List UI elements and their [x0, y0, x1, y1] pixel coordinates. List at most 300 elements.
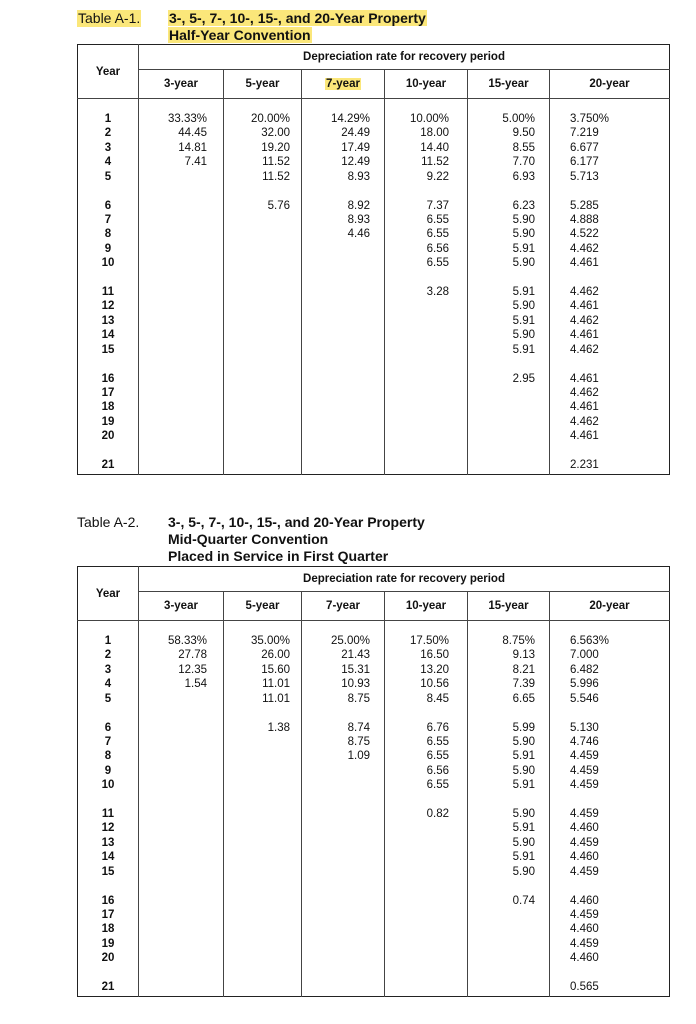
rate-value	[326, 343, 370, 357]
rate-value	[405, 937, 449, 951]
year-number: 7	[104, 213, 112, 226]
rate-value	[405, 850, 449, 864]
rate-value	[246, 386, 290, 400]
row-group-gap	[570, 184, 614, 199]
rate-value: 58.33%	[167, 635, 207, 647]
rate-value	[326, 314, 370, 328]
rate-value	[497, 415, 535, 429]
year-number: 3	[104, 663, 112, 676]
rate-value: 35.00%	[250, 635, 290, 647]
rate-value: 6.93	[512, 170, 535, 183]
rate-value: 5.76	[267, 199, 290, 212]
rate-value	[326, 937, 370, 951]
year-number: 20	[101, 430, 115, 443]
rate-value	[326, 850, 370, 864]
rate-value	[163, 458, 207, 472]
row-group-gap	[497, 271, 535, 286]
rate-value	[326, 778, 370, 792]
rate-value: 6.56	[426, 764, 449, 777]
rate-value: 6.65	[512, 692, 535, 705]
row-group-gap	[163, 793, 207, 808]
rate-value	[405, 821, 449, 835]
rate-value: 5.713	[570, 170, 599, 183]
year-number: 8	[104, 750, 112, 763]
rate-value	[326, 980, 370, 994]
rate-value	[405, 314, 449, 328]
rate-value	[163, 749, 207, 763]
row-group-gap	[570, 879, 614, 894]
rate-value: 24.49	[341, 127, 370, 140]
rate-value: 32.00	[261, 127, 290, 140]
row-group-gap	[163, 184, 207, 199]
row-group-gap	[570, 966, 614, 981]
column-header-10-year: 10-year	[385, 70, 468, 99]
rate-value	[326, 764, 370, 778]
rate-value: 5.130	[570, 721, 599, 734]
rate-value	[326, 429, 370, 443]
rate-value: 4.46	[347, 228, 370, 241]
year-number: 14	[101, 851, 115, 864]
rate-value	[163, 386, 207, 400]
row-group-gap	[497, 966, 535, 981]
column-header-10-year: 10-year	[385, 592, 468, 621]
year-number: 13	[101, 836, 115, 849]
rate-value: 6.55	[426, 213, 449, 226]
year-number: 10	[101, 257, 115, 270]
table-a1-title-line-1: 3-, 5-, 7-, 10-, 15-, and 20-Year Property	[169, 10, 426, 26]
rate-value	[497, 922, 535, 936]
row-group-gap	[79, 271, 137, 286]
column-header-20-year: 20-year	[550, 592, 670, 621]
row-group-gap	[79, 184, 137, 199]
rate-value: 11.01	[262, 678, 290, 691]
rate-value: 4.460	[570, 952, 599, 965]
rate-value	[246, 285, 290, 299]
rate-value: 4.461	[570, 401, 599, 414]
rate-value	[326, 386, 370, 400]
rate-value: 14.29%	[330, 113, 370, 125]
year-number: 3	[104, 141, 112, 154]
rate-value: 4.460	[570, 822, 599, 835]
values-7-year	[302, 621, 385, 997]
rate-value: 1.54	[184, 678, 207, 691]
year-column-header: Year	[78, 567, 139, 621]
rate-value	[326, 242, 370, 256]
rate-value: 5.90	[512, 213, 535, 226]
rate-value	[405, 429, 449, 443]
column-header-5-year: 5-year	[224, 70, 302, 99]
rate-value: 8.45	[426, 692, 449, 705]
rate-value	[497, 951, 535, 965]
rate-value	[163, 299, 207, 313]
rate-value	[163, 227, 207, 241]
row-group-gap	[163, 357, 207, 372]
row-group-gap	[405, 706, 449, 721]
rate-value	[326, 372, 370, 386]
year-number: 16	[101, 372, 115, 385]
rate-value	[405, 894, 449, 908]
year-number: 11	[101, 286, 115, 299]
rate-value	[405, 415, 449, 429]
rate-value	[326, 285, 370, 299]
rate-value: 2.95	[512, 372, 535, 385]
row-group-gap	[326, 793, 370, 808]
rate-value: 4.522	[570, 228, 599, 241]
rate-value: 4.462	[570, 415, 599, 428]
year-number: 4	[104, 678, 112, 691]
rate-value	[246, 821, 290, 835]
rate-value	[163, 328, 207, 342]
year-number: 11	[101, 808, 115, 821]
column-header-7-year: 7-year	[302, 592, 385, 621]
rate-value	[326, 908, 370, 922]
rate-value	[246, 213, 290, 227]
rate-value: 6.76	[426, 721, 449, 734]
rate-value	[246, 865, 290, 879]
row-group-gap	[246, 271, 290, 286]
row-group-gap	[497, 184, 535, 199]
rate-value: 4.461	[570, 257, 599, 270]
row-group-gap	[246, 444, 290, 459]
year-number: 5	[104, 692, 112, 705]
rate-value	[405, 458, 449, 472]
rate-value	[163, 850, 207, 864]
rate-value: 12.49	[341, 156, 370, 169]
values-3-year	[139, 621, 224, 997]
rate-value	[246, 836, 290, 850]
rate-value	[246, 458, 290, 472]
rate-value: 17.50%	[409, 635, 449, 647]
rate-value	[163, 836, 207, 850]
rate-value	[326, 836, 370, 850]
year-number: 9	[104, 764, 112, 777]
year-number: 6	[104, 199, 112, 212]
row-group-gap	[570, 357, 614, 372]
rate-value: 8.75	[347, 735, 370, 748]
rate-value	[246, 850, 290, 864]
rate-value	[163, 415, 207, 429]
row-group-gap	[163, 271, 207, 286]
row-group-gap	[326, 271, 370, 286]
year-number: 10	[101, 779, 115, 792]
rate-value: 6.55	[426, 779, 449, 792]
values-20-year	[550, 621, 670, 997]
rate-value	[497, 980, 535, 994]
row-group-gap	[405, 444, 449, 459]
rate-value	[246, 372, 290, 386]
rate-value	[246, 314, 290, 328]
row-group-gap	[497, 444, 535, 459]
rate-value: 13.20	[420, 663, 449, 676]
table-a1-number: Table A-1.	[78, 10, 141, 26]
rate-value: 4.462	[570, 387, 599, 400]
year-number: 2	[104, 127, 112, 140]
rate-value: 5.90	[512, 764, 535, 777]
column-header-15-year: 15-year	[468, 70, 550, 99]
rate-value	[326, 458, 370, 472]
rate-value: 5.546	[570, 692, 599, 705]
rate-value	[246, 951, 290, 965]
table-a2-number: Table A-2.	[77, 514, 140, 530]
rate-value: 17.49	[341, 141, 370, 154]
rate-value: 27.78	[178, 649, 207, 662]
table-a1-title-line-2: Half-Year Convention	[169, 27, 311, 43]
rate-value: 5.99	[512, 721, 535, 734]
row-group-gap	[79, 357, 137, 372]
row-group-gap	[570, 793, 614, 808]
rate-value: 9.50	[512, 127, 535, 140]
rate-value	[497, 458, 535, 472]
rate-value: 6.56	[426, 242, 449, 255]
rate-value: 18.00	[420, 127, 449, 140]
rate-value	[405, 386, 449, 400]
row-group-gap	[405, 357, 449, 372]
values-7-year	[302, 99, 385, 475]
rate-value: 5.91	[512, 314, 535, 327]
rate-value: 4.459	[570, 764, 599, 777]
year-number: 15	[101, 343, 115, 356]
rate-value: 5.90	[512, 735, 535, 748]
year-number: 21	[101, 981, 115, 994]
rate-value: 5.90	[512, 329, 535, 342]
year-number: 16	[101, 894, 115, 907]
rate-value: 11.52	[262, 156, 290, 169]
rate-value: 15.60	[261, 663, 290, 676]
rate-value: 10.00%	[409, 113, 449, 125]
rate-value	[246, 778, 290, 792]
rate-value: 7.70	[512, 156, 535, 169]
rate-value	[246, 980, 290, 994]
values-10-year	[385, 99, 468, 475]
rate-value	[163, 922, 207, 936]
rate-value: 6.482	[570, 663, 599, 676]
rate-value: 6.177	[570, 156, 599, 169]
rate-value	[246, 429, 290, 443]
column-header-7-year: 7-year	[302, 70, 385, 99]
year-number: 12	[101, 300, 115, 313]
row-group-gap	[163, 444, 207, 459]
year-number: 9	[104, 242, 112, 255]
rate-value: 4.460	[570, 923, 599, 936]
row-group-gap	[570, 706, 614, 721]
values-20-year	[550, 99, 670, 475]
rate-value: 4.460	[570, 894, 599, 907]
rate-value: 5.90	[512, 257, 535, 270]
row-group-gap	[246, 357, 290, 372]
year-column-header: Year	[78, 45, 139, 99]
row-group-gap	[79, 706, 137, 721]
rate-value	[163, 894, 207, 908]
rate-value: 4.462	[570, 286, 599, 299]
rate-value	[326, 865, 370, 879]
rate-value: 4.462	[570, 242, 599, 255]
rate-value: 4.459	[570, 937, 599, 950]
table-a2-title	[77, 514, 670, 566]
rate-value	[497, 386, 535, 400]
rate-value: 8.93	[347, 213, 370, 226]
row-group-gap	[246, 879, 290, 894]
rate-value	[246, 807, 290, 821]
rate-value	[326, 415, 370, 429]
rate-value: 4.459	[570, 808, 599, 821]
rate-value	[405, 372, 449, 386]
rate-value: 6.677	[570, 141, 599, 154]
year-number: 8	[104, 228, 112, 241]
rate-value	[497, 429, 535, 443]
rate-value: 5.91	[512, 242, 535, 255]
rate-value: 6.55	[426, 750, 449, 763]
rate-value: 1.09	[347, 750, 370, 763]
row-group-gap	[246, 793, 290, 808]
row-group-gap	[497, 357, 535, 372]
rate-value	[163, 285, 207, 299]
rate-value: 44.45	[178, 127, 207, 140]
rate-value	[163, 199, 207, 213]
rate-value: 4.459	[570, 909, 599, 922]
rate-value	[163, 314, 207, 328]
rate-value	[163, 343, 207, 357]
rate-value	[163, 170, 207, 184]
rate-value	[246, 343, 290, 357]
rate-value	[163, 735, 207, 749]
values-10-year	[385, 621, 468, 997]
rate-value: 6.23	[512, 199, 535, 212]
rate-value: 5.91	[512, 822, 535, 835]
rate-value	[246, 735, 290, 749]
rate-value	[405, 951, 449, 965]
row-group-gap	[326, 706, 370, 721]
row-group-gap	[326, 444, 370, 459]
rate-value: 8.74	[347, 721, 370, 734]
depreciation-table-a2	[77, 566, 670, 997]
rate-value: 4.461	[570, 329, 599, 342]
rate-value	[163, 821, 207, 835]
rate-value	[405, 865, 449, 879]
values-15-year	[468, 99, 550, 475]
rate-value: 33.33%	[167, 113, 207, 125]
year-number: 18	[101, 401, 115, 414]
year-number: 2	[104, 649, 112, 662]
rate-value: 5.91	[512, 343, 535, 356]
rate-value	[326, 299, 370, 313]
rate-value: 5.996	[570, 678, 599, 691]
rate-value: 19.20	[261, 141, 290, 154]
row-group-gap	[405, 879, 449, 894]
rate-value: 4.888	[570, 213, 599, 226]
rate-value	[405, 836, 449, 850]
rate-value: 16.50	[420, 649, 449, 662]
rate-value	[326, 951, 370, 965]
rate-value: 4.459	[570, 836, 599, 849]
year-cell	[78, 621, 139, 997]
year-number: 20	[101, 952, 115, 965]
values-5-year	[224, 621, 302, 997]
rate-value	[163, 764, 207, 778]
rate-value	[163, 213, 207, 227]
row-group-gap	[570, 271, 614, 286]
rate-value: 11.52	[262, 170, 290, 183]
rate-value	[163, 400, 207, 414]
table-a2-title-line-2: Mid-Quarter Convention	[168, 531, 329, 547]
rate-value	[246, 242, 290, 256]
rate-value	[497, 908, 535, 922]
row-group-gap	[497, 879, 535, 894]
rate-value	[246, 908, 290, 922]
rate-value	[246, 299, 290, 313]
rate-value	[163, 372, 207, 386]
year-number: 7	[104, 735, 112, 748]
rate-value: 4.459	[570, 750, 599, 763]
row-group-gap	[246, 706, 290, 721]
rate-value: 0.74	[512, 894, 535, 907]
year-number: 18	[101, 923, 115, 936]
rate-value	[246, 922, 290, 936]
rate-value: 8.55	[512, 141, 535, 154]
year-number: 19	[101, 937, 115, 950]
rate-value	[163, 908, 207, 922]
rate-value: 7.39	[512, 678, 535, 691]
year-number: 1	[104, 635, 112, 647]
row-group-gap	[497, 793, 535, 808]
rate-value	[405, 299, 449, 313]
rate-value: 4.462	[570, 314, 599, 327]
row-group-gap	[497, 706, 535, 721]
rate-value: 11.52	[421, 156, 449, 169]
rate-value: 0.565	[570, 981, 599, 994]
rate-value: 2.231	[570, 459, 599, 472]
row-group-gap	[79, 793, 137, 808]
year-number: 6	[104, 721, 112, 734]
rate-value: 4.461	[570, 372, 599, 385]
rate-value	[497, 400, 535, 414]
row-group-gap	[405, 271, 449, 286]
rate-value: 14.40	[420, 141, 449, 154]
rate-value	[163, 980, 207, 994]
table-a1-block	[77, 10, 670, 475]
column-header-3-year: 3-year	[139, 70, 224, 99]
rate-value	[497, 937, 535, 951]
rate-value	[163, 807, 207, 821]
year-number: 13	[101, 314, 115, 327]
year-number: 17	[101, 909, 115, 922]
rate-value	[246, 256, 290, 270]
row-group-gap	[405, 793, 449, 808]
rate-value	[163, 778, 207, 792]
row-group-gap	[163, 879, 207, 894]
rate-value: 14.81	[178, 141, 207, 154]
rate-value: 26.00	[261, 649, 290, 662]
year-number: 17	[101, 387, 115, 400]
rate-value	[405, 908, 449, 922]
rate-value: 4.746	[570, 735, 599, 748]
row-group-gap	[79, 966, 137, 981]
rate-value: 1.38	[267, 721, 290, 734]
rate-value	[163, 865, 207, 879]
rate-value: 6.55	[426, 228, 449, 241]
rate-value: 15.31	[341, 663, 370, 676]
rate-value	[326, 807, 370, 821]
depreciation-table-a1	[77, 44, 670, 475]
rate-value: 7.000	[570, 649, 599, 662]
recovery-period-header: Depreciation rate for recovery period	[139, 567, 670, 592]
rate-value: 6.55	[426, 735, 449, 748]
rate-value	[163, 721, 207, 735]
rate-value: 4.461	[570, 430, 599, 443]
year-number: 19	[101, 415, 115, 428]
rate-value: 8.75	[347, 692, 370, 705]
row-group-gap	[246, 966, 290, 981]
rate-value: 12.35	[178, 663, 207, 676]
